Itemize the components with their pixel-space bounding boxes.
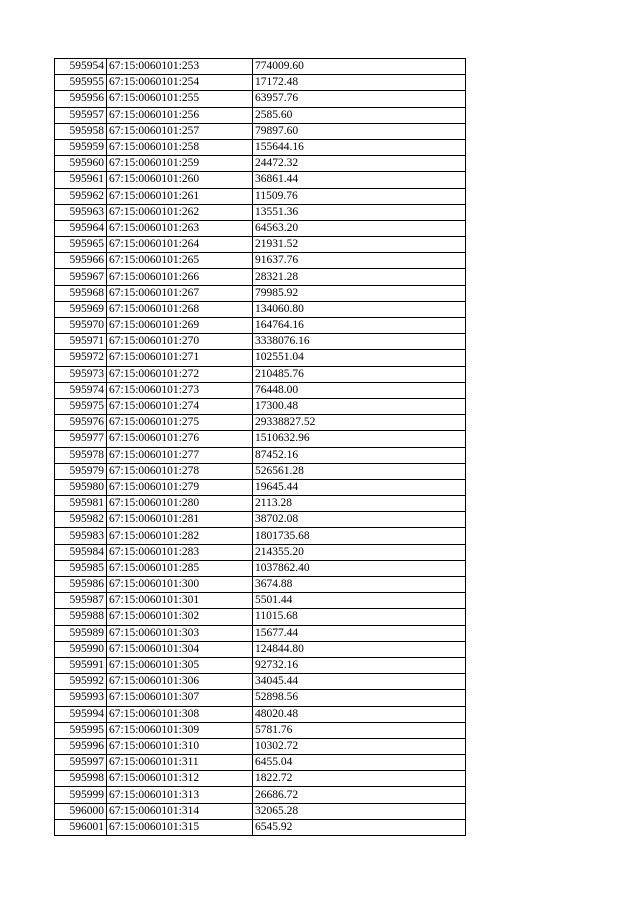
table-row bbox=[55, 366, 466, 382]
table-row bbox=[55, 657, 466, 673]
table-body bbox=[55, 59, 466, 836]
row-id-cell: 595984 bbox=[55, 544, 107, 560]
cadastral-number-cell: 67:15:0060101:272 bbox=[107, 366, 253, 382]
cadastral-number-cell: 67:15:0060101:281 bbox=[107, 512, 253, 528]
cadastral-number-cell: 67:15:0060101:278 bbox=[107, 463, 253, 479]
cadastral-number-cell: 67:15:0060101:307 bbox=[107, 690, 253, 706]
row-id-cell: 595995 bbox=[55, 722, 107, 738]
value-cell: 2113.28 bbox=[253, 496, 466, 512]
table-row bbox=[55, 447, 466, 463]
cadastral-number-cell: 67:15:0060101:315 bbox=[107, 819, 253, 835]
row-id-cell: 595987 bbox=[55, 593, 107, 609]
cadastral-number-cell: 67:15:0060101:308 bbox=[107, 706, 253, 722]
row-id-cell: 595966 bbox=[55, 253, 107, 269]
cadastral-number-cell: 67:15:0060101:304 bbox=[107, 641, 253, 657]
table-row bbox=[55, 123, 466, 139]
value-cell: 29338827.52 bbox=[253, 415, 466, 431]
value-cell: 19645.44 bbox=[253, 479, 466, 495]
value-cell: 64563.20 bbox=[253, 220, 466, 236]
cadastral-number-cell: 67:15:0060101:265 bbox=[107, 253, 253, 269]
value-cell: 17172.48 bbox=[253, 75, 466, 91]
cadastral-number-cell: 67:15:0060101:285 bbox=[107, 560, 253, 576]
value-cell: 134060.80 bbox=[253, 301, 466, 317]
cadastral-number-cell: 67:15:0060101:302 bbox=[107, 609, 253, 625]
cadastral-number-cell: 67:15:0060101:301 bbox=[107, 593, 253, 609]
row-id-cell: 595998 bbox=[55, 771, 107, 787]
table-row bbox=[55, 463, 466, 479]
cadastral-number-cell: 67:15:0060101:305 bbox=[107, 657, 253, 673]
row-id-cell: 595982 bbox=[55, 512, 107, 528]
row-id-cell: 595960 bbox=[55, 156, 107, 172]
table-row bbox=[55, 318, 466, 334]
cadastral-number-cell: 67:15:0060101:280 bbox=[107, 496, 253, 512]
row-id-cell: 595992 bbox=[55, 674, 107, 690]
cadastral-number-cell: 67:15:0060101:282 bbox=[107, 528, 253, 544]
table-row bbox=[55, 560, 466, 576]
value-cell: 52898.56 bbox=[253, 690, 466, 706]
value-cell: 155644.16 bbox=[253, 139, 466, 155]
table-row bbox=[55, 787, 466, 803]
value-cell: 28321.28 bbox=[253, 269, 466, 285]
cadastral-number-cell: 67:15:0060101:261 bbox=[107, 188, 253, 204]
value-cell: 526561.28 bbox=[253, 463, 466, 479]
row-id-cell: 595965 bbox=[55, 237, 107, 253]
row-id-cell: 595985 bbox=[55, 560, 107, 576]
row-id-cell: 595997 bbox=[55, 755, 107, 771]
table-row bbox=[55, 172, 466, 188]
row-id-cell: 596000 bbox=[55, 803, 107, 819]
table-row bbox=[55, 722, 466, 738]
cadastral-number-cell: 67:15:0060101:313 bbox=[107, 787, 253, 803]
value-cell: 79985.92 bbox=[253, 285, 466, 301]
row-id-cell: 595963 bbox=[55, 204, 107, 220]
cadastral-number-cell: 67:15:0060101:309 bbox=[107, 722, 253, 738]
cadastral-number-cell: 67:15:0060101:258 bbox=[107, 139, 253, 155]
table-row bbox=[55, 674, 466, 690]
table-row bbox=[55, 204, 466, 220]
value-cell: 3674.88 bbox=[253, 577, 466, 593]
document-page bbox=[54, 58, 466, 836]
cadastral-number-cell: 67:15:0060101:270 bbox=[107, 334, 253, 350]
value-cell: 79897.60 bbox=[253, 123, 466, 139]
cadastral-number-cell: 67:15:0060101:277 bbox=[107, 447, 253, 463]
value-cell: 15677.44 bbox=[253, 625, 466, 641]
table-row bbox=[55, 496, 466, 512]
value-cell: 3338076.16 bbox=[253, 334, 466, 350]
row-id-cell: 595981 bbox=[55, 496, 107, 512]
row-id-cell: 595961 bbox=[55, 172, 107, 188]
table-row bbox=[55, 156, 466, 172]
table-row bbox=[55, 479, 466, 495]
row-id-cell: 595990 bbox=[55, 641, 107, 657]
row-id-cell: 595999 bbox=[55, 787, 107, 803]
table-row bbox=[55, 528, 466, 544]
row-id-cell: 595962 bbox=[55, 188, 107, 204]
cadastral-number-cell: 67:15:0060101:271 bbox=[107, 350, 253, 366]
table-row bbox=[55, 803, 466, 819]
table-row bbox=[55, 285, 466, 301]
value-cell: 102551.04 bbox=[253, 350, 466, 366]
value-cell: 10302.72 bbox=[253, 738, 466, 754]
table-row bbox=[55, 91, 466, 107]
value-cell: 17300.48 bbox=[253, 398, 466, 414]
table-row bbox=[55, 334, 466, 350]
cadastral-number-cell: 67:15:0060101:275 bbox=[107, 415, 253, 431]
cadastral-number-cell: 67:15:0060101:303 bbox=[107, 625, 253, 641]
table-row bbox=[55, 350, 466, 366]
value-cell: 63957.76 bbox=[253, 91, 466, 107]
value-cell: 48020.48 bbox=[253, 706, 466, 722]
table-row bbox=[55, 771, 466, 787]
value-cell: 38702.08 bbox=[253, 512, 466, 528]
value-cell: 87452.16 bbox=[253, 447, 466, 463]
row-id-cell: 595958 bbox=[55, 123, 107, 139]
table-row bbox=[55, 139, 466, 155]
cadastral-number-cell: 67:15:0060101:257 bbox=[107, 123, 253, 139]
value-cell: 13551.36 bbox=[253, 204, 466, 220]
row-id-cell: 595996 bbox=[55, 738, 107, 754]
row-id-cell: 595988 bbox=[55, 609, 107, 625]
table-row bbox=[55, 237, 466, 253]
table-row bbox=[55, 738, 466, 754]
value-cell: 92732.16 bbox=[253, 657, 466, 673]
value-cell: 11015.68 bbox=[253, 609, 466, 625]
value-cell: 210485.76 bbox=[253, 366, 466, 382]
cadastral-number-cell: 67:15:0060101:260 bbox=[107, 172, 253, 188]
cadastral-number-cell: 67:15:0060101:276 bbox=[107, 431, 253, 447]
value-cell: 164764.16 bbox=[253, 318, 466, 334]
row-id-cell: 595974 bbox=[55, 382, 107, 398]
value-cell: 2585.60 bbox=[253, 107, 466, 123]
cadastral-number-cell: 67:15:0060101:310 bbox=[107, 738, 253, 754]
row-id-cell: 595994 bbox=[55, 706, 107, 722]
cadastral-number-cell: 67:15:0060101:268 bbox=[107, 301, 253, 317]
cadastral-number-cell: 67:15:0060101:279 bbox=[107, 479, 253, 495]
table-row bbox=[55, 398, 466, 414]
table-row bbox=[55, 577, 466, 593]
table-row bbox=[55, 415, 466, 431]
row-id-cell: 595972 bbox=[55, 350, 107, 366]
row-id-cell: 595983 bbox=[55, 528, 107, 544]
value-cell: 5501.44 bbox=[253, 593, 466, 609]
table-row bbox=[55, 690, 466, 706]
value-cell: 26686.72 bbox=[253, 787, 466, 803]
cadastral-number-cell: 67:15:0060101:283 bbox=[107, 544, 253, 560]
value-cell: 91637.76 bbox=[253, 253, 466, 269]
value-cell: 1822.72 bbox=[253, 771, 466, 787]
row-id-cell: 595957 bbox=[55, 107, 107, 123]
cadastral-number-cell: 67:15:0060101:256 bbox=[107, 107, 253, 123]
table-row bbox=[55, 301, 466, 317]
cadastral-number-cell: 67:15:0060101:314 bbox=[107, 803, 253, 819]
row-id-cell: 595977 bbox=[55, 431, 107, 447]
value-cell: 1037862.40 bbox=[253, 560, 466, 576]
row-id-cell: 595971 bbox=[55, 334, 107, 350]
value-cell: 36861.44 bbox=[253, 172, 466, 188]
table-row bbox=[55, 253, 466, 269]
value-cell: 76448.00 bbox=[253, 382, 466, 398]
value-cell: 32065.28 bbox=[253, 803, 466, 819]
row-id-cell: 595954 bbox=[55, 59, 107, 75]
cadastral-number-cell: 67:15:0060101:273 bbox=[107, 382, 253, 398]
value-cell: 124844.80 bbox=[253, 641, 466, 657]
table-row bbox=[55, 593, 466, 609]
table-row bbox=[55, 706, 466, 722]
row-id-cell: 595991 bbox=[55, 657, 107, 673]
row-id-cell: 595959 bbox=[55, 139, 107, 155]
table-row bbox=[55, 819, 466, 835]
value-cell: 21931.52 bbox=[253, 237, 466, 253]
table-row bbox=[55, 625, 466, 641]
cadastral-number-cell: 67:15:0060101:267 bbox=[107, 285, 253, 301]
cadastral-number-cell: 67:15:0060101:259 bbox=[107, 156, 253, 172]
table-row bbox=[55, 382, 466, 398]
table-row bbox=[55, 431, 466, 447]
row-id-cell: 595975 bbox=[55, 398, 107, 414]
cadastral-number-cell: 67:15:0060101:253 bbox=[107, 59, 253, 75]
cadastral-number-cell: 67:15:0060101:264 bbox=[107, 237, 253, 253]
table-row bbox=[55, 188, 466, 204]
value-cell: 11509.76 bbox=[253, 188, 466, 204]
cadastral-number-cell: 67:15:0060101:312 bbox=[107, 771, 253, 787]
table-row bbox=[55, 512, 466, 528]
row-id-cell: 595980 bbox=[55, 479, 107, 495]
row-id-cell: 596001 bbox=[55, 819, 107, 835]
value-cell: 6545.92 bbox=[253, 819, 466, 835]
table-row bbox=[55, 755, 466, 771]
value-cell: 6455.04 bbox=[253, 755, 466, 771]
row-id-cell: 595986 bbox=[55, 577, 107, 593]
table-row bbox=[55, 107, 466, 123]
value-cell: 24472.32 bbox=[253, 156, 466, 172]
cadastral-number-cell: 67:15:0060101:254 bbox=[107, 75, 253, 91]
value-cell: 214355.20 bbox=[253, 544, 466, 560]
table-row bbox=[55, 641, 466, 657]
row-id-cell: 595979 bbox=[55, 463, 107, 479]
table-row bbox=[55, 59, 466, 75]
row-id-cell: 595956 bbox=[55, 91, 107, 107]
row-id-cell: 595976 bbox=[55, 415, 107, 431]
value-cell: 1801735.68 bbox=[253, 528, 466, 544]
cadastral-number-cell: 67:15:0060101:269 bbox=[107, 318, 253, 334]
table-row bbox=[55, 269, 466, 285]
table-row bbox=[55, 544, 466, 560]
row-id-cell: 595969 bbox=[55, 301, 107, 317]
value-cell: 5781.76 bbox=[253, 722, 466, 738]
row-id-cell: 595964 bbox=[55, 220, 107, 236]
row-id-cell: 595967 bbox=[55, 269, 107, 285]
value-cell: 34045.44 bbox=[253, 674, 466, 690]
row-id-cell: 595968 bbox=[55, 285, 107, 301]
cadastral-number-cell: 67:15:0060101:300 bbox=[107, 577, 253, 593]
table-row bbox=[55, 220, 466, 236]
cadastral-number-cell: 67:15:0060101:255 bbox=[107, 91, 253, 107]
value-cell: 774009.60 bbox=[253, 59, 466, 75]
cadastral-number-cell: 67:15:0060101:263 bbox=[107, 220, 253, 236]
row-id-cell: 595989 bbox=[55, 625, 107, 641]
row-id-cell: 595970 bbox=[55, 318, 107, 334]
row-id-cell: 595955 bbox=[55, 75, 107, 91]
table-row bbox=[55, 609, 466, 625]
row-id-cell: 595993 bbox=[55, 690, 107, 706]
value-cell: 1510632.96 bbox=[253, 431, 466, 447]
cadastral-number-cell: 67:15:0060101:262 bbox=[107, 204, 253, 220]
cadastral-value-table bbox=[54, 58, 466, 836]
cadastral-number-cell: 67:15:0060101:266 bbox=[107, 269, 253, 285]
table-row bbox=[55, 75, 466, 91]
cadastral-number-cell: 67:15:0060101:306 bbox=[107, 674, 253, 690]
row-id-cell: 595978 bbox=[55, 447, 107, 463]
row-id-cell: 595973 bbox=[55, 366, 107, 382]
cadastral-number-cell: 67:15:0060101:274 bbox=[107, 398, 253, 414]
cadastral-number-cell: 67:15:0060101:311 bbox=[107, 755, 253, 771]
